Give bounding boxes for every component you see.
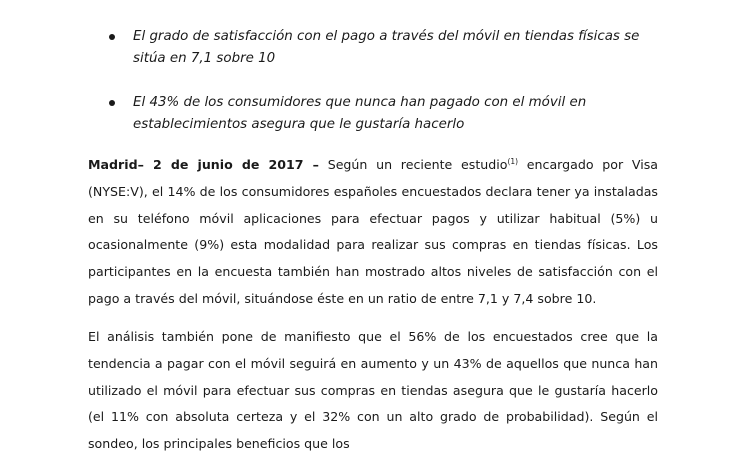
dateline: Madrid– 2 de junio de 2017 – (88, 157, 319, 172)
paragraph-text: encargado por Visa (NYSE:V), el 14% de los consumidores españoles encuestados declara tener ya instaladas en su teléfono móvil aplicaciones para efectuar pagos y utilizar habitual (5%) u ocasionalmente (9%) esta modalidad para realizar sus compras en tiendas físicas. Los participantes en la encuesta también han mostrado altos niveles de satisfacción con el pago a través del móvil, situándose éste en un ratio de entre 7,1 y 7,4 sobre 10. (88, 157, 658, 306)
paragraph-text: Según un reciente estudio (318, 157, 508, 172)
bullet-text: El grado de satisfacción con el pago a través del móvil en tiendas físicas se sitúa en 7,1 sobre 10 (133, 29, 640, 66)
bullet-text: El 43% de los consumidores que nunca han pagado con el móvil en establecimientos asegura que le gustaría hacerlo (133, 95, 587, 132)
footnote-reference: (1) (507, 156, 519, 166)
bullet-icon (109, 100, 115, 106)
body-paragraph (88, 324, 658, 458)
highlights-list (105, 26, 665, 158)
bullet-icon (109, 34, 115, 40)
bullet-item (105, 92, 665, 136)
bullet-item (105, 26, 665, 70)
paragraph-text: El análisis también pone de manifiesto que el 56% de los encuestados cree que la tendencia a pagar con el móvil seguirá en aumento y un 43% de aquellos que nunca han utilizado el móvil para efectuar sus compras en tiendas asegura que le gustaría hacerlo (el 11% con absoluta certeza y el 32% con un alto grado de probabilidad). Según el sondeo, los principales beneficios que los (88, 329, 658, 452)
body-paragraph (88, 152, 658, 313)
